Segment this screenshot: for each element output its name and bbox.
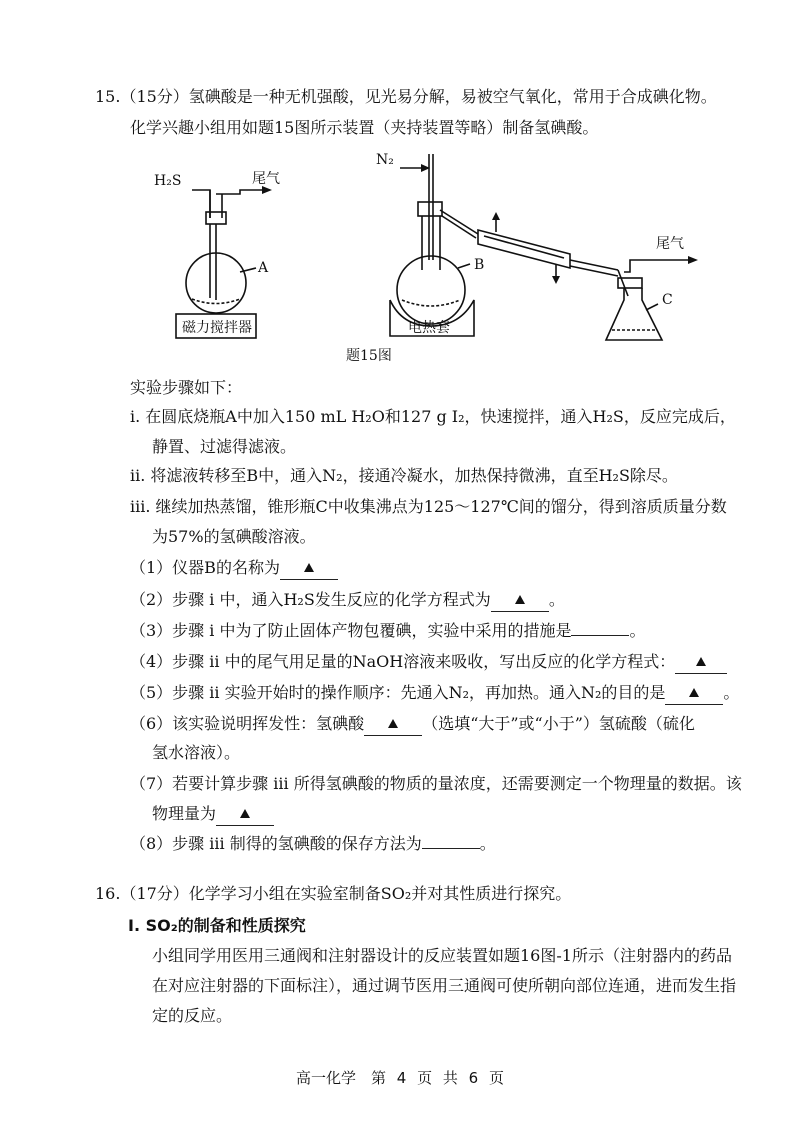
step3-line2: 为57%的氢碘酸溶液。: [152, 527, 316, 546]
answer-blank-3[interactable]: [571, 635, 629, 636]
step1-line1: i. 在圆底烧瓶A中加入150 mL H₂O和127 g I₂，快速搅拌，通入H₂S，反应完成后，: [130, 407, 736, 426]
apparatus-figure: [140, 150, 720, 365]
q15-sub7: （7）若要计算步骤 iii 所得氢碘酸的物质的量浓度，还需要测定一个物理量的数据。该: [130, 774, 742, 793]
triangle-icon: [388, 719, 398, 728]
q15-sub6-line2: 氢水溶液）。: [152, 743, 241, 762]
step1-line2: 静置、过滤得滤液。: [152, 437, 297, 456]
q15-sub6: （6）该实验说明挥发性：氢碘酸 （选填“大于”或“小于”）氢硫酸（硫化: [130, 713, 695, 736]
page-footer: 高一化学 第 4 页 共 6 页: [296, 1069, 504, 1087]
q15-sub7-line2: 物理量为: [152, 803, 274, 826]
triangle-icon: [689, 688, 699, 697]
figure-caption: 题15图: [346, 348, 392, 364]
tail-gas-label-2: 尾气: [656, 236, 684, 252]
step3-line1: iii. 继续加热蒸馏，锥形瓶C中收集沸点为125～127℃间的馏分，得到溶质质量分数: [130, 497, 727, 516]
answer-blank-4[interactable]: [675, 651, 727, 674]
q16-section-title: I. SO₂的制备和性质探究: [128, 916, 306, 935]
label-a: A: [258, 260, 269, 276]
q15-sub8: （8）步骤 iii 制得的氢碘酸的保存方法为 。: [130, 834, 496, 853]
heater-label: 电热套: [408, 320, 450, 336]
answer-blank-7[interactable]: [216, 803, 274, 826]
answer-blank-5[interactable]: [665, 682, 723, 705]
stirrer-label: 磁力搅拌器: [182, 320, 252, 336]
q16-stem: 16.（17分）化学学习小组在实验室制备SO₂并对其性质进行探究。: [95, 884, 572, 903]
condenser: [478, 230, 570, 268]
step2: ii. 将滤液转移至B中，通入N₂，接通冷凝水，加热保持微沸，直至H₂S除尽。: [130, 466, 678, 485]
answer-blank-6[interactable]: [364, 713, 422, 736]
label-c: C: [662, 292, 673, 308]
label-b: B: [474, 257, 485, 273]
q15-sub5: （5）步骤 ii 实验开始时的操作顺序：先通入N₂，再加热。通入N₂的目的是 。: [130, 682, 739, 705]
answer-blank-8[interactable]: [422, 848, 480, 849]
triangle-icon: [304, 563, 314, 572]
triangle-icon: [696, 657, 706, 666]
q15-stem-line2: 化学兴趣小组用如题15图所示装置（夹持装置等略）制备氢碘酸。: [130, 118, 599, 137]
q15-sub1: （1）仪器B的名称为: [130, 557, 338, 580]
steps-title: 实验步骤如下：: [130, 378, 243, 397]
q16-para-line2: 在对应注射器的下面标注），通过调节医用三通阀可使所朝向部位连通，进而发生指: [152, 976, 737, 995]
q15-stem-line1: 15.（15分）氢碘酸是一种无机强酸，见光易分解，易被空气氧化，常用于合成碘化物。: [95, 87, 717, 106]
n2-label: N₂: [376, 152, 394, 168]
flask-b: [397, 256, 465, 324]
q16-para-line3: 定的反应。: [152, 1006, 233, 1025]
q15-sub2: （2）步骤 i 中，通入H₂S发生反应的化学方程式为 。: [130, 589, 565, 612]
erlenmeyer-c: [606, 288, 662, 340]
stopper-b: [418, 202, 442, 216]
q16-para-line1: 小组同学用医用三通阀和注射器设计的反应装置如题16图-1所示（注射器内的药品: [152, 946, 732, 965]
q15-sub4: （4）步骤 ii 中的尾气用足量的NaOH溶液来吸收，写出反应的化学方程式：: [130, 651, 727, 674]
stopper-a: [206, 212, 226, 224]
h2s-inlet-tube: [192, 190, 210, 218]
tail-gas-label-1: 尾气: [252, 171, 280, 187]
answer-blank-1[interactable]: [280, 557, 338, 580]
q15-sub3: （3）步骤 i 中为了防止固体产物包覆碘，实验中采用的措施是 。: [130, 621, 646, 640]
triangle-icon: [240, 809, 250, 818]
h2s-label: H₂S: [154, 173, 182, 189]
answer-blank-2[interactable]: [491, 589, 549, 612]
triangle-icon: [515, 595, 525, 604]
